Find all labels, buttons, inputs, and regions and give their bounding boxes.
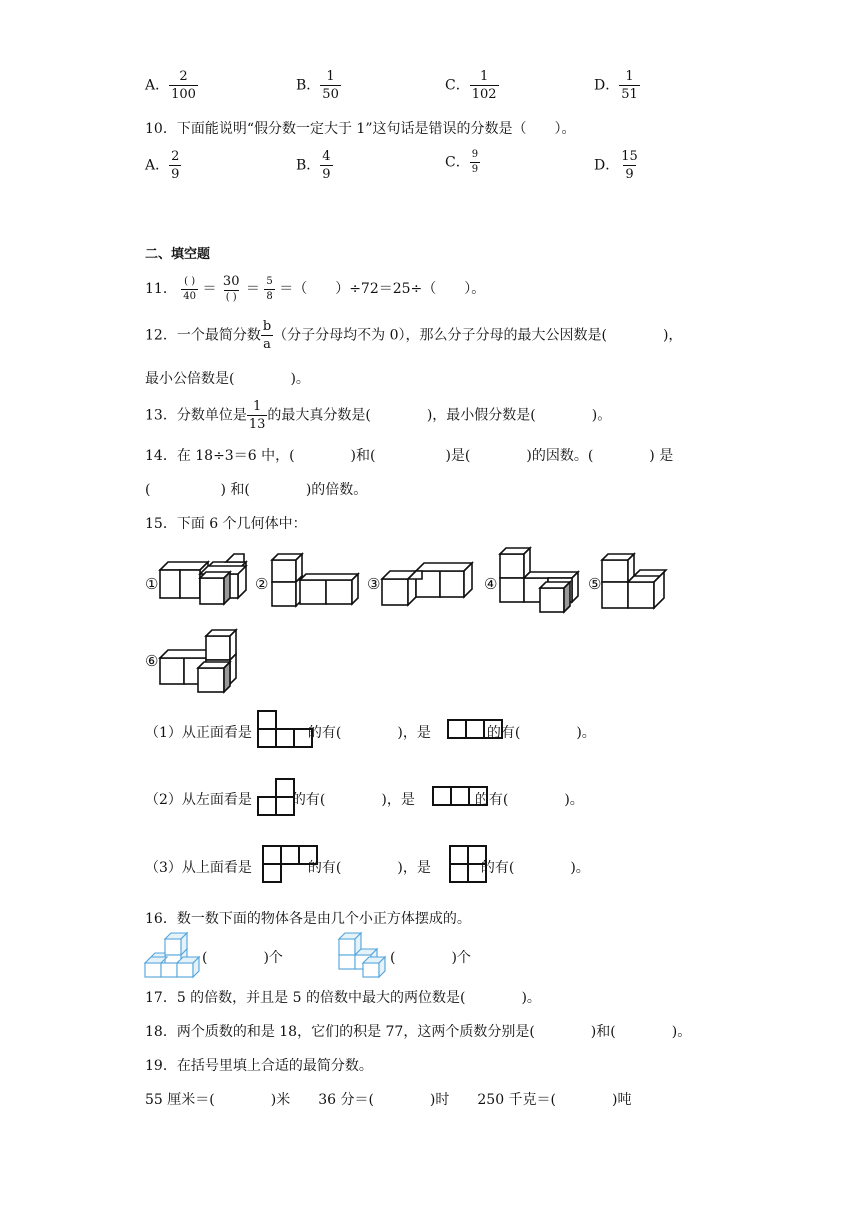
q9-option-a: A． $\frac{2}{100}$ <box>145 69 196 102</box>
view-front-l-shape-icon <box>257 710 315 748</box>
q19-text: 19．在括号里填上合适的最简分数。 <box>145 1058 373 1074</box>
q10-text: 10．下面能说明“假分数一定大于 1”这句话是错误的分数是（ ）。 <box>145 121 576 137</box>
q9-option-b: B． $\frac{1}{50}$ <box>296 69 339 102</box>
solid-3-figure <box>382 555 482 607</box>
view-left-row-icon <box>432 786 490 808</box>
q13: 13．分数单位是 $\frac{1}{13}$ 的最大真分数是( )，最小假分数是( )。 <box>145 399 612 432</box>
section-heading: 二、填空题 <box>145 247 211 262</box>
solid-1-figure <box>160 558 250 608</box>
q16-blank-2: ( )个 <box>390 950 471 966</box>
q18: 18．两个质数的和是 18，它们的积是 77，这两个质数分别是( )和( )。 <box>145 1024 692 1040</box>
view-top-square-icon <box>449 845 489 883</box>
solid-2-figure <box>270 552 360 608</box>
blue-cubes-2-figure <box>339 933 395 977</box>
q15-sub3: （3）从上面看是 的有( )，是 的有( )。 <box>145 860 590 876</box>
q14-line1: 14．在 18÷3＝6 中，( )和( )是( )的因数。( ) 是 <box>145 448 674 464</box>
shape-label-6: ⑥ <box>145 652 159 670</box>
q15-sub1: （1）从正面看是 的有( )，是 的有( )。 <box>145 725 596 741</box>
view-front-row-icon <box>447 719 505 741</box>
q14-line2: ( ) 和( )的倍数。 <box>145 482 368 498</box>
blue-cubes-1-figure <box>145 933 205 977</box>
q12-line1: 12．一个最简分数 $\frac{b}{a}$ （分子分母均不为 0），那么分子分母的最大公因数是( )， <box>145 319 683 352</box>
q10-option-b: B． $\frac{4}{9}$ <box>296 149 331 182</box>
shape-label-1: ① <box>145 575 159 593</box>
q9-option-c: C． $\frac{1}{102}$ <box>445 69 497 102</box>
shape-label-4: ④ <box>484 575 498 593</box>
q19-line: 55 厘米＝( )米 36 分＝( )时 250 千克＝( )吨 <box>145 1092 632 1108</box>
shape-label-5: ⑤ <box>588 575 602 593</box>
shape-label-3: ③ <box>367 575 381 593</box>
q10-option-a: A． $\frac{2}{9}$ <box>145 149 180 182</box>
view-left-l-shape-icon <box>257 778 297 816</box>
shape-label-2: ② <box>255 575 269 593</box>
q16-text: 16．数一数下面的物体各是由几个小正方体摆成的。 <box>145 911 471 927</box>
q9-option-d: D． $\frac{1}{51}$ <box>594 69 638 102</box>
solid-6-figure <box>160 628 246 694</box>
view-top-t-shape-icon <box>262 845 320 883</box>
q11: 11． $\frac{( )}{40}$ ＝ $\frac{30}{( )}$ ＝ $\frac{5}{8}$ ＝（ ）÷72＝25÷（ ）。 <box>145 274 486 303</box>
q10-option-c: C． $\frac{9}{9}$ <box>445 149 479 175</box>
q12-line2: 最小公倍数是( )。 <box>145 371 310 387</box>
q15-text: 15．下面 6 个几何体中： <box>145 516 307 532</box>
solid-4-figure <box>500 546 580 614</box>
solid-5-figure <box>602 552 672 610</box>
q16-blank-1: ( )个 <box>202 950 283 966</box>
q17: 17．5 的倍数，并且是 5 的倍数中最大的两位数是( )。 <box>145 990 541 1006</box>
q10-option-d: D． $\frac{15}{9}$ <box>594 149 638 182</box>
q15-sub2: （2）从左面看是 的有( )，是 的有( )。 <box>145 792 584 808</box>
